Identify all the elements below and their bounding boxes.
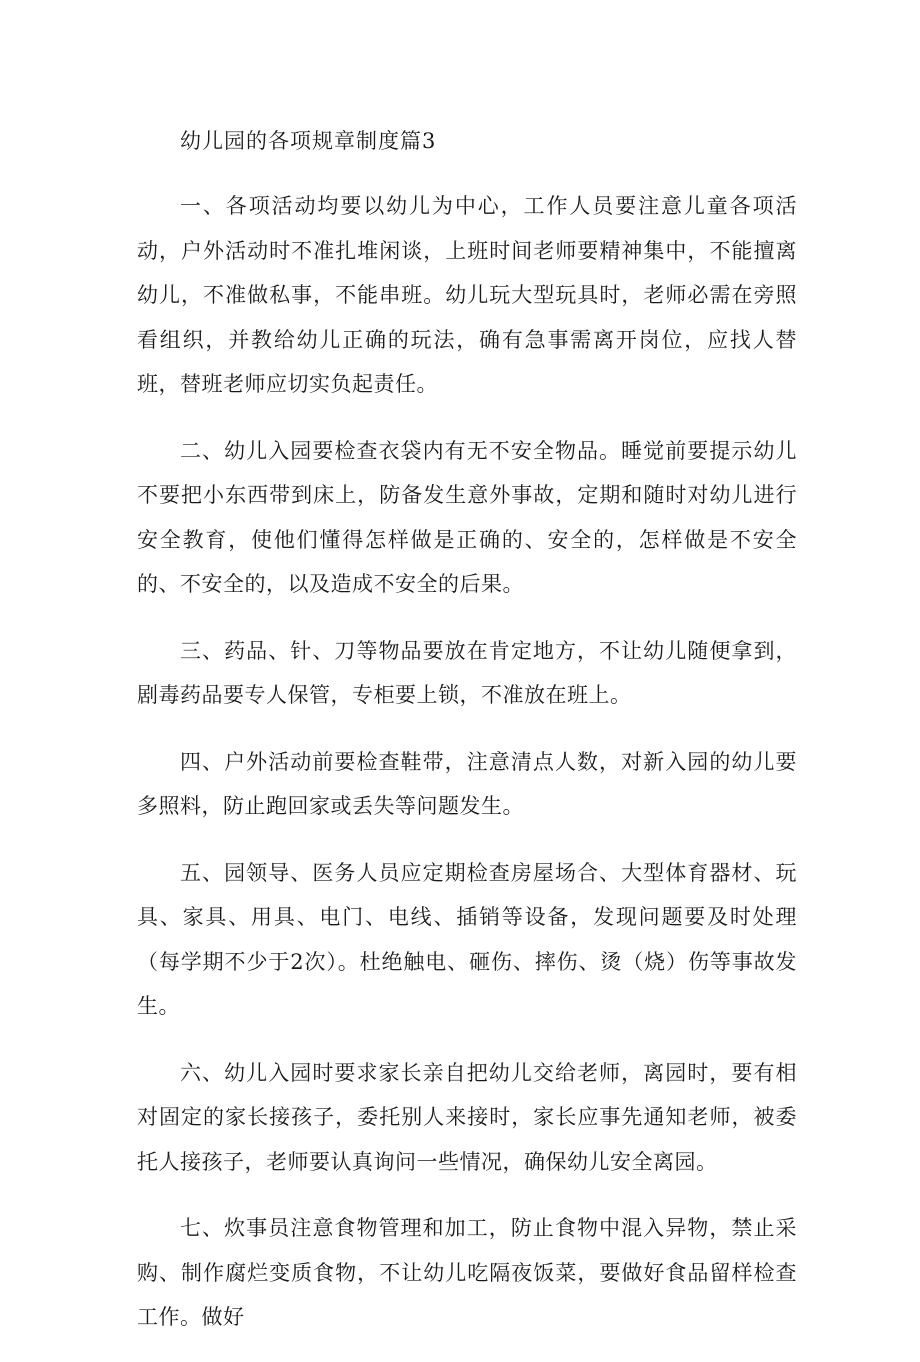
paragraph-rule-4: 四、户外活动前要检查鞋带，注意清点人数，对新入园的幼儿要多照料，防止跑回家或丢失等问题发生。	[137, 749, 797, 818]
paragraph-rule-2: 二、幼儿入园要检查衣袋内有无不安全物品。睡觉前要提示幼儿不要把小东西带到床上，防备发生意外事故，定期和随时对幼儿进行安全教育，使他们懂得怎样做是正确的、安全的，怎样做是不安全的、不安全的，以及造成不安全的后果。	[137, 438, 797, 596]
paragraph-rule-3: 三、药品、针、刀等物品要放在肯定地方，不让幼儿随便拿到，剧毒药品要专人保管，专柜要上锁，不准放在班上。	[137, 638, 797, 707]
paragraph-rule-1: 一、各项活动均要以幼儿为中心，工作人员要注意儿童各项活动，户外活动时不准扎堆闲谈，上班时间老师要精神集中，不能擅离幼儿，不准做私事，不能串班。幼儿玩大型玩具时，老师必需在旁照看组织，并教给幼儿正确的玩法，确有急事需离开岗位，应找人替班，替班老师应切实负起责任。	[137, 194, 797, 396]
document-body	[137, 118, 797, 1362]
paragraph-rule-6: 六、幼儿入园时要求家长亲自把幼儿交给老师，离园时，要有相对固定的家长接孩子，委托别人来接时，家长应事先通知老师，被委托人接孩子，老师要认真询问一些情况，确保幼儿安全离园。	[137, 1060, 797, 1174]
paragraph-rule-7: 七、炊事员注意食物管理和加工，防止食物中混入异物，禁止采购、制作腐烂变质食物，不让幼儿吃隔夜饭菜，要做好食品留样检查工作。做好	[137, 1216, 797, 1329]
document-title: 幼儿园的各项规章制度篇3	[180, 129, 437, 153]
paragraph-rule-5: 五、园领导、医务人员应定期检查房屋场合、大型体育器材、玩具、家具、用具、电门、电线、插销等设备，发现问题要及时处理（每学期不少于2次）。杜绝触电、砸伤、摔伤、烫（烧）伤等事故发生。	[137, 860, 797, 1018]
